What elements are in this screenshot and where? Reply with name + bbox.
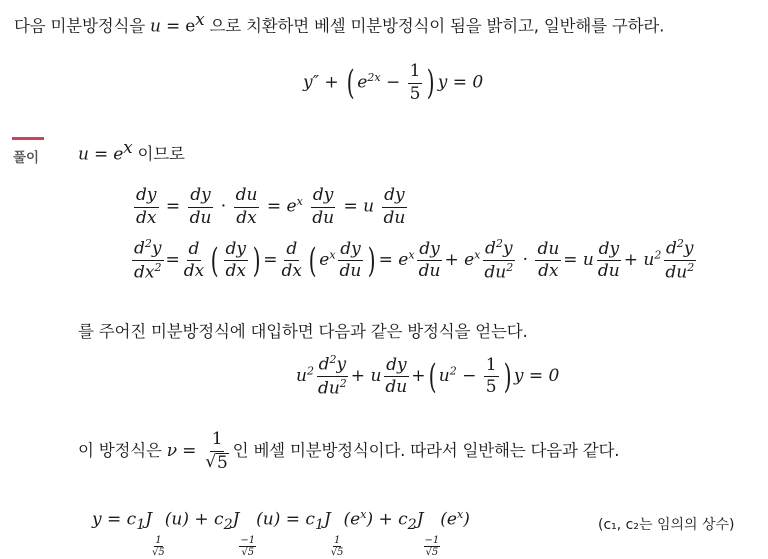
eq-lhs: y″ + — [303, 72, 345, 93]
step1-text: 이므로 — [132, 144, 185, 164]
n4: dy — [311, 186, 336, 208]
d2: du — [189, 207, 212, 228]
solution-label-bar — [12, 137, 44, 140]
problem-text-start: 다음 미분방정식을 — [14, 16, 151, 36]
step2-line1: $\frac{dy}{dx}$ = $\frac{dy}{du}$ · $\frac{du}{dx}$ = $e^x$ $\frac{dy}{du}$ = u $\frac{dy}{du}$ — [136, 185, 406, 228]
var-u: u — [150, 16, 161, 37]
sub-eq: = e — [160, 16, 196, 37]
s3: $\frac{1}{√5}$ — [330, 534, 344, 558]
frac-dudx — [234, 186, 260, 228]
n5: dy — [382, 186, 407, 208]
f-dydu: $\frac{dy}{du}$ — [339, 238, 362, 282]
u: u — [363, 196, 375, 217]
paren-open: ( — [346, 63, 355, 104]
eq-e: e — [357, 72, 368, 93]
f-dudx: $\frac{du}{dx}$ — [537, 238, 560, 282]
step4-b: 인 베셀 미분방정식이다. 따라서 일반해는 다음과 같다. — [232, 441, 620, 461]
step1 — [78, 138, 185, 165]
b-dydu: $\frac{dy}{du}$ — [385, 354, 408, 398]
nu: ν = — [166, 441, 202, 462]
eq-num: 1 — [408, 62, 423, 84]
d5: du — [383, 207, 406, 228]
bessel-equation: $u^2$ $\frac{d^2y}{du^2}$ + u $\frac{dy}{du}$ +( $u^2$ − $\frac{1}{5}$ ) y = 0 — [296, 353, 560, 399]
step1-math: u = e — [78, 144, 124, 165]
f-dydx: $\frac{dy}{dx}$ — [225, 238, 246, 282]
d1: dx — [136, 207, 157, 228]
s2: $\frac{-1}{√5}$ — [240, 534, 256, 558]
nu-frac: 1 √ 5 — [205, 429, 228, 473]
step3-text: 를 주어진 미분방정식에 대입하면 다음과 같은 방정식을 얻는다. — [78, 322, 528, 341]
d4: du — [312, 207, 335, 228]
f-d2ydx2: $\frac{d^2y}{dx^2}$ — [134, 237, 162, 283]
n3: du — [234, 186, 260, 208]
f-ddx: $\frac{d}{dx}$ — [183, 238, 205, 282]
b-frac: $\frac{1}{5}$ — [485, 354, 497, 398]
general-solution: $y = c_1J$ $\frac{1}{√5}$ $(u) + c_2J$ $\frac{-1}{√5}$ $(u) = c_1J$ $\frac{1}{√5}$ $(e^x) + c_2J$ $\frac{-1}{√5}$ $(e^x)$ — [92, 508, 470, 558]
eq-fraction — [408, 62, 423, 104]
e: e — [286, 196, 297, 217]
sub-sup: x — [195, 10, 205, 30]
problem-statement — [14, 10, 664, 37]
frac-dydu-2 — [310, 186, 336, 228]
n2: dy — [188, 186, 213, 208]
paren-close: ) — [427, 63, 436, 104]
ex: x — [296, 194, 303, 208]
step4 — [78, 430, 619, 473]
step2-line2: $\frac{d^2y}{dx^2}$ = $\frac{d}{dx}$ ( $\frac{dy}{dx}$ ) = $\frac{d}{dx}$ ( $e^x$ $\frac{dy}{du}$ ) = $e^x$ $\frac{dy}{du}$ + $e^x$ $\frac{d^2y}{du^2}$ · $\frac{du}{dx}$ = u $\frac{dy}{du}$ + $u^2$ $\frac{d^2y}{du^2}$ — [134, 237, 695, 283]
d3: dx — [236, 207, 257, 228]
f-d2ydu2-2: $\frac{d^2y}{du^2}$ — [665, 237, 695, 283]
final-note: (c₁, c₂는 임의의 상수) — [598, 517, 735, 533]
eq-den: 5 — [409, 83, 421, 104]
problem-text-end: 으로 치환하면 베셀 미분방정식이 됨을 밝히고, 일반해를 구하라. — [204, 16, 665, 36]
frac-dydx — [134, 186, 159, 228]
eq-tail: y = 0 — [437, 72, 484, 93]
f-d2ydu2: $\frac{d^2y}{du^2}$ — [484, 237, 514, 283]
frac-dydu-3 — [381, 186, 407, 228]
s4: $\frac{-1}{√5}$ — [424, 534, 440, 558]
eq-e-sup: 2x — [367, 70, 381, 84]
frac-dydu — [188, 186, 214, 228]
s1: $\frac{1}{√5}$ — [152, 534, 165, 558]
f-dydu-3: $\frac{dy}{du}$ — [597, 238, 620, 282]
main-equation — [303, 62, 483, 104]
step1-sup: x — [123, 138, 133, 158]
b-d2ydu2: $\frac{d^2y}{du^2}$ — [317, 353, 347, 399]
eq-minus: − — [380, 72, 406, 93]
n1: dy — [134, 186, 159, 208]
solution-label: 풀이 — [13, 150, 40, 166]
f-dydu-2: $\frac{dy}{du}$ — [418, 238, 441, 282]
f-ddx-2: $\frac{d}{dx}$ — [281, 238, 302, 282]
step4-a: 이 방정식은 — [78, 441, 167, 461]
